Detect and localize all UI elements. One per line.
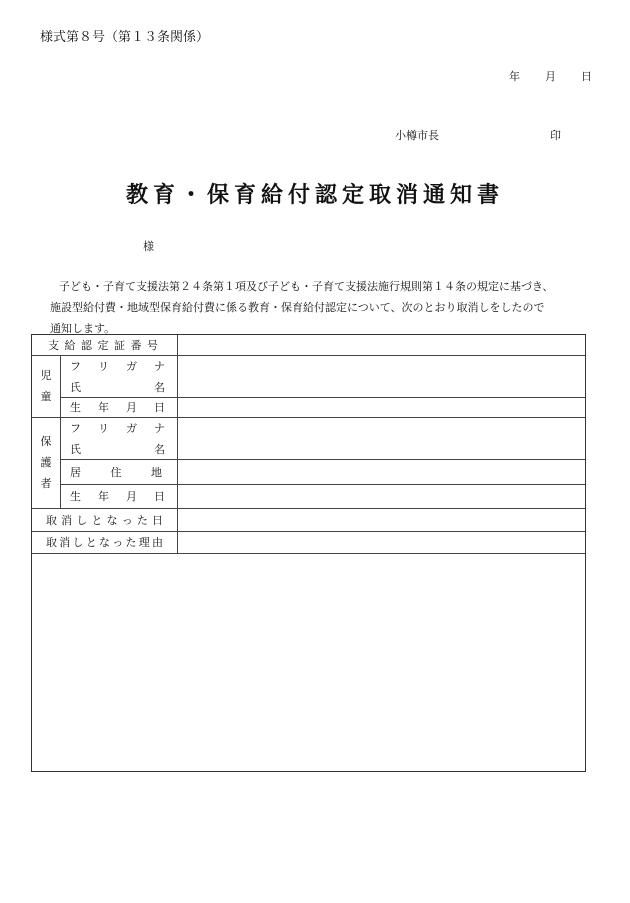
document-title: 教育・保育給付認定取消通知書 — [125, 182, 504, 208]
month-label: 月 — [545, 70, 556, 83]
child-name-value[interactable] — [178, 355, 584, 397]
certificate-number-value[interactable] — [178, 335, 584, 355]
column-divider — [60, 355, 61, 508]
child-furigana-label: フ リ ガ ナ — [70, 359, 165, 373]
body-line: 子ども・子育て支援法第２４条第１項及び子ども・子育て支援法施行規則第１４条の規定に基づき、 — [59, 280, 554, 293]
guardian-address-label: 居 住 地 — [70, 465, 162, 479]
form-table — [31, 334, 586, 772]
guardian-name-value[interactable] — [178, 417, 584, 459]
body-line: 通知します。 — [50, 322, 116, 335]
child-name-label: 氏 名 — [70, 380, 165, 394]
cancel-reason-label: 取 消 し と な っ た 理 由 — [46, 536, 163, 549]
cancel-reason-header-value[interactable] — [178, 531, 584, 553]
recipient-suffix: 様 — [143, 240, 154, 253]
cancel-reason-box[interactable] — [32, 554, 585, 771]
date-line — [509, 68, 592, 84]
child-section-label: 児 童 — [40, 369, 52, 403]
guardian-address-value[interactable] — [178, 459, 584, 484]
guardian-birthdate-label: 生 年 月 日 — [70, 490, 165, 503]
year-label: 年 — [509, 70, 520, 83]
guardian-name-label: 氏 名 — [70, 442, 165, 456]
child-birthdate-label: 生 年 月 日 — [70, 401, 165, 414]
child-birthdate-value[interactable] — [178, 397, 584, 417]
guardian-furigana-label: フ リ ガ ナ — [70, 421, 165, 435]
cancel-date-value[interactable] — [178, 508, 584, 531]
mayor-name: 小樽市長 — [395, 129, 439, 142]
seal-mark: 印 — [550, 129, 561, 142]
cancel-date-label: 取 消 し と な っ た 日 — [46, 513, 163, 527]
guardian-birthdate-value[interactable] — [178, 484, 584, 508]
form-number: 様式第８号（第１３条関係） — [40, 30, 210, 45]
mayor-line — [395, 127, 561, 143]
guardian-section-label: 保 護 者 — [40, 435, 52, 490]
certificate-number-label: 支 給 認 定 証 番 号 — [48, 339, 158, 352]
body-line: 施設型給付費・地域型保育給付費に係る教育・保育給付認定について、次のとおり取消しをしたので — [50, 301, 545, 314]
body-text — [50, 276, 595, 339]
day-label: 日 — [581, 70, 592, 83]
